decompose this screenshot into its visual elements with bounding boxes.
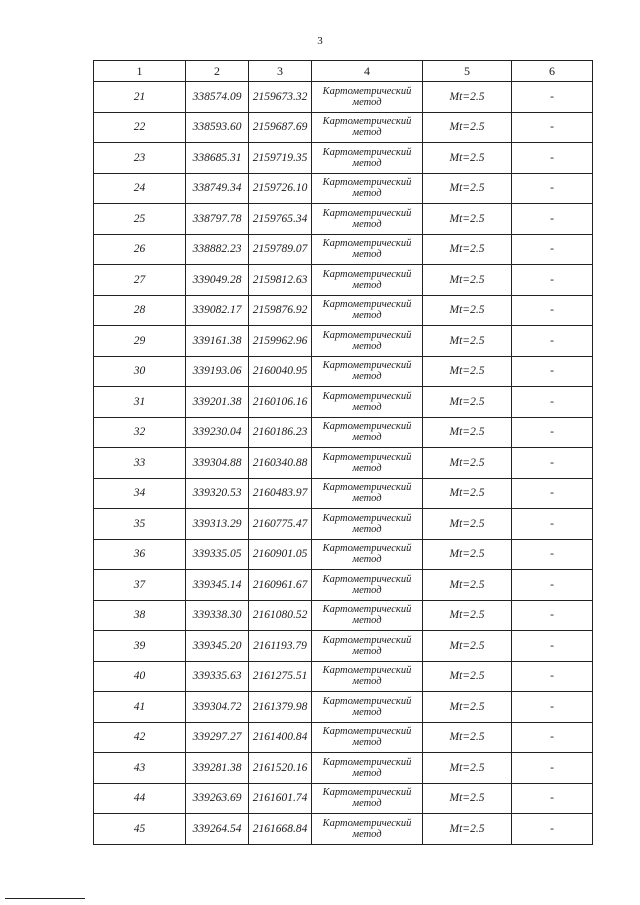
- y-coordinate-cell: 2159765.34: [249, 204, 312, 235]
- x-coordinate-cell: 339201.38: [186, 387, 249, 418]
- table-row: [94, 448, 593, 479]
- x-coordinate-cell: 339304.88: [186, 448, 249, 479]
- note-cell: -: [512, 326, 593, 357]
- method-label-line2: метод: [352, 493, 382, 505]
- note-cell: -: [512, 112, 593, 143]
- method-cell: [312, 814, 423, 845]
- method-label-line2: метод: [352, 523, 382, 535]
- method-cell: [312, 417, 423, 448]
- method-cell: [312, 478, 423, 509]
- point-number-cell: 27: [94, 265, 186, 296]
- method-label-line1: Картометрический: [322, 299, 412, 311]
- table-row: [94, 417, 593, 448]
- point-number-cell: 44: [94, 783, 186, 814]
- table-body: [94, 82, 593, 845]
- accuracy-cell: Mt=2.5: [423, 295, 512, 326]
- point-number-cell: 45: [94, 814, 186, 845]
- point-number-cell: 23: [94, 143, 186, 174]
- x-coordinate-cell: 339335.63: [186, 661, 249, 692]
- note-cell: -: [512, 722, 593, 753]
- point-number-cell: 37: [94, 570, 186, 601]
- table-row: [94, 173, 593, 204]
- y-coordinate-cell: 2161379.98: [249, 692, 312, 723]
- point-number-cell: 22: [94, 112, 186, 143]
- y-coordinate-cell: 2159962.96: [249, 326, 312, 357]
- y-coordinate-cell: 2160040.95: [249, 356, 312, 387]
- accuracy-cell: Mt=2.5: [423, 478, 512, 509]
- method-label-line2: метод: [352, 401, 382, 413]
- method-label-line1: Картометрический: [322, 238, 412, 250]
- note-cell: -: [512, 82, 593, 113]
- x-coordinate-cell: 339161.38: [186, 326, 249, 357]
- x-coordinate-cell: 338882.23: [186, 234, 249, 265]
- method-label-line1: Картометрический: [322, 421, 412, 433]
- method-label-line1: Картометрический: [322, 573, 412, 585]
- method-label-line2: метод: [352, 127, 382, 139]
- method-cell: [312, 356, 423, 387]
- method-cell: [312, 722, 423, 753]
- note-cell: -: [512, 387, 593, 418]
- point-number-cell: 30: [94, 356, 186, 387]
- method-label-line1: Картометрический: [322, 695, 412, 707]
- accuracy-cell: Mt=2.5: [423, 600, 512, 631]
- accuracy-cell: Mt=2.5: [423, 539, 512, 570]
- method-label-line1: Картометрический: [322, 604, 412, 616]
- table-row: [94, 722, 593, 753]
- table-row: [94, 509, 593, 540]
- point-number-cell: 35: [94, 509, 186, 540]
- x-coordinate-cell: 339338.30: [186, 600, 249, 631]
- column-header: 5: [423, 61, 512, 82]
- note-cell: -: [512, 631, 593, 662]
- coordinates-table: [93, 60, 593, 845]
- method-label-line2: метод: [352, 828, 382, 840]
- note-cell: -: [512, 295, 593, 326]
- footer-divider: [5, 898, 85, 899]
- x-coordinate-cell: 339345.20: [186, 631, 249, 662]
- accuracy-cell: Mt=2.5: [423, 356, 512, 387]
- method-label-line1: Картометрический: [322, 207, 412, 219]
- method-cell: [312, 631, 423, 662]
- y-coordinate-cell: 2159687.69: [249, 112, 312, 143]
- y-coordinate-cell: 2159726.10: [249, 173, 312, 204]
- note-cell: -: [512, 692, 593, 723]
- method-cell: [312, 661, 423, 692]
- x-coordinate-cell: 338797.78: [186, 204, 249, 235]
- method-label-line2: метод: [352, 218, 382, 230]
- method-cell: [312, 82, 423, 113]
- method-label-line1: Картометрический: [322, 146, 412, 158]
- method-label-line1: Картометрический: [322, 85, 412, 97]
- y-coordinate-cell: 2161400.84: [249, 722, 312, 753]
- accuracy-cell: Mt=2.5: [423, 722, 512, 753]
- method-cell: [312, 600, 423, 631]
- method-label-line2: метод: [352, 676, 382, 688]
- method-cell: [312, 570, 423, 601]
- point-number-cell: 39: [94, 631, 186, 662]
- x-coordinate-cell: 338593.60: [186, 112, 249, 143]
- accuracy-cell: Mt=2.5: [423, 692, 512, 723]
- point-number-cell: 38: [94, 600, 186, 631]
- y-coordinate-cell: 2159673.32: [249, 82, 312, 113]
- method-cell: [312, 234, 423, 265]
- accuracy-cell: Mt=2.5: [423, 265, 512, 296]
- column-header: 3: [249, 61, 312, 82]
- method-cell: [312, 204, 423, 235]
- y-coordinate-cell: 2161520.16: [249, 753, 312, 784]
- note-cell: -: [512, 509, 593, 540]
- method-label-line1: Картометрический: [322, 329, 412, 341]
- note-cell: -: [512, 753, 593, 784]
- note-cell: -: [512, 814, 593, 845]
- note-cell: -: [512, 539, 593, 570]
- x-coordinate-cell: 339320.53: [186, 478, 249, 509]
- x-coordinate-cell: 338685.31: [186, 143, 249, 174]
- note-cell: -: [512, 234, 593, 265]
- x-coordinate-cell: 339193.06: [186, 356, 249, 387]
- accuracy-cell: Mt=2.5: [423, 326, 512, 357]
- table-row: [94, 539, 593, 570]
- y-coordinate-cell: 2160186.23: [249, 417, 312, 448]
- method-label-line1: Картометрический: [322, 512, 412, 524]
- point-number-cell: 43: [94, 753, 186, 784]
- column-header: 6: [512, 61, 593, 82]
- method-cell: [312, 783, 423, 814]
- point-number-cell: 28: [94, 295, 186, 326]
- accuracy-cell: Mt=2.5: [423, 570, 512, 601]
- column-header: 1: [94, 61, 186, 82]
- table-row: [94, 753, 593, 784]
- method-label-line2: метод: [352, 96, 382, 108]
- note-cell: -: [512, 143, 593, 174]
- y-coordinate-cell: 2159812.63: [249, 265, 312, 296]
- x-coordinate-cell: 339263.69: [186, 783, 249, 814]
- note-cell: -: [512, 600, 593, 631]
- table-header-row: [94, 61, 593, 82]
- note-cell: -: [512, 783, 593, 814]
- method-label-line1: Картометрический: [322, 268, 412, 280]
- accuracy-cell: Mt=2.5: [423, 204, 512, 235]
- method-cell: [312, 265, 423, 296]
- y-coordinate-cell: 2159876.92: [249, 295, 312, 326]
- point-number-cell: 34: [94, 478, 186, 509]
- x-coordinate-cell: 339230.04: [186, 417, 249, 448]
- method-label-line1: Картометрический: [322, 360, 412, 372]
- column-header: 4: [312, 61, 423, 82]
- y-coordinate-cell: 2161668.84: [249, 814, 312, 845]
- column-header: 2: [186, 61, 249, 82]
- method-cell: [312, 143, 423, 174]
- method-label-line1: Картометрический: [322, 756, 412, 768]
- point-number-cell: 25: [94, 204, 186, 235]
- accuracy-cell: Mt=2.5: [423, 783, 512, 814]
- point-number-cell: 33: [94, 448, 186, 479]
- method-label-line2: метод: [352, 706, 382, 718]
- table-row: [94, 478, 593, 509]
- table-row: [94, 234, 593, 265]
- method-label-line1: Картометрический: [322, 177, 412, 189]
- y-coordinate-cell: 2160483.97: [249, 478, 312, 509]
- method-label-line2: метод: [352, 157, 382, 169]
- point-number-cell: 40: [94, 661, 186, 692]
- note-cell: -: [512, 265, 593, 296]
- method-cell: [312, 387, 423, 418]
- x-coordinate-cell: 339049.28: [186, 265, 249, 296]
- method-label-line2: метод: [352, 737, 382, 749]
- table-row: [94, 661, 593, 692]
- x-coordinate-cell: 339345.14: [186, 570, 249, 601]
- method-label-line1: Картометрический: [322, 451, 412, 463]
- x-coordinate-cell: 338749.34: [186, 173, 249, 204]
- accuracy-cell: Mt=2.5: [423, 112, 512, 143]
- point-number-cell: 32: [94, 417, 186, 448]
- method-label-line1: Картометрический: [322, 817, 412, 829]
- method-label-line2: метод: [352, 340, 382, 352]
- method-label-line1: Картометрический: [322, 390, 412, 402]
- point-number-cell: 41: [94, 692, 186, 723]
- method-label-line1: Картометрический: [322, 543, 412, 555]
- x-coordinate-cell: 339082.17: [186, 295, 249, 326]
- page-number: 3: [317, 35, 323, 47]
- accuracy-cell: Mt=2.5: [423, 417, 512, 448]
- accuracy-cell: Mt=2.5: [423, 387, 512, 418]
- accuracy-cell: Mt=2.5: [423, 814, 512, 845]
- table-row: [94, 265, 593, 296]
- table-row: [94, 143, 593, 174]
- method-label-line1: Картометрический: [322, 634, 412, 646]
- y-coordinate-cell: 2160340.88: [249, 448, 312, 479]
- method-cell: [312, 173, 423, 204]
- table-row: [94, 326, 593, 357]
- point-number-cell: 42: [94, 722, 186, 753]
- y-coordinate-cell: 2161080.52: [249, 600, 312, 631]
- note-cell: -: [512, 204, 593, 235]
- method-label-line2: метод: [352, 249, 382, 261]
- accuracy-cell: Mt=2.5: [423, 753, 512, 784]
- point-number-cell: 29: [94, 326, 186, 357]
- x-coordinate-cell: 338574.09: [186, 82, 249, 113]
- point-number-cell: 26: [94, 234, 186, 265]
- y-coordinate-cell: 2159789.07: [249, 234, 312, 265]
- table-row: [94, 82, 593, 113]
- method-label-line1: Картометрический: [322, 665, 412, 677]
- accuracy-cell: Mt=2.5: [423, 82, 512, 113]
- table-row: [94, 783, 593, 814]
- y-coordinate-cell: 2161601.74: [249, 783, 312, 814]
- y-coordinate-cell: 2159719.35: [249, 143, 312, 174]
- accuracy-cell: Mt=2.5: [423, 143, 512, 174]
- accuracy-cell: Mt=2.5: [423, 173, 512, 204]
- x-coordinate-cell: 339264.54: [186, 814, 249, 845]
- method-label-line2: метод: [352, 798, 382, 810]
- method-cell: [312, 509, 423, 540]
- table-row: [94, 631, 593, 662]
- method-label-line2: метод: [352, 188, 382, 200]
- y-coordinate-cell: 2161275.51: [249, 661, 312, 692]
- method-label-line2: метод: [352, 615, 382, 627]
- x-coordinate-cell: 339281.38: [186, 753, 249, 784]
- y-coordinate-cell: 2160775.47: [249, 509, 312, 540]
- x-coordinate-cell: 339335.05: [186, 539, 249, 570]
- accuracy-cell: Mt=2.5: [423, 509, 512, 540]
- point-number-cell: 36: [94, 539, 186, 570]
- table-row: [94, 570, 593, 601]
- point-number-cell: 24: [94, 173, 186, 204]
- table-row: [94, 814, 593, 845]
- table-row: [94, 692, 593, 723]
- method-label-line2: метод: [352, 554, 382, 566]
- note-cell: -: [512, 448, 593, 479]
- note-cell: -: [512, 478, 593, 509]
- note-cell: -: [512, 356, 593, 387]
- method-cell: [312, 539, 423, 570]
- method-cell: [312, 448, 423, 479]
- method-label-line2: метод: [352, 371, 382, 383]
- method-label-line1: Картометрический: [322, 787, 412, 799]
- table-row: [94, 387, 593, 418]
- y-coordinate-cell: 2160901.05: [249, 539, 312, 570]
- y-coordinate-cell: 2160106.16: [249, 387, 312, 418]
- method-label-line1: Картометрический: [322, 116, 412, 128]
- note-cell: -: [512, 570, 593, 601]
- method-label-line2: метод: [352, 279, 382, 291]
- method-label-line1: Картометрический: [322, 726, 412, 738]
- accuracy-cell: Mt=2.5: [423, 448, 512, 479]
- note-cell: -: [512, 173, 593, 204]
- x-coordinate-cell: 339313.29: [186, 509, 249, 540]
- point-number-cell: 21: [94, 82, 186, 113]
- x-coordinate-cell: 339297.27: [186, 722, 249, 753]
- table-row: [94, 295, 593, 326]
- method-label-line2: метод: [352, 645, 382, 657]
- method-cell: [312, 112, 423, 143]
- method-label-line2: метод: [352, 432, 382, 444]
- method-cell: [312, 326, 423, 357]
- method-label-line2: метод: [352, 462, 382, 474]
- method-cell: [312, 692, 423, 723]
- accuracy-cell: Mt=2.5: [423, 234, 512, 265]
- table-row: [94, 600, 593, 631]
- note-cell: -: [512, 417, 593, 448]
- method-label-line2: метод: [352, 767, 382, 779]
- method-cell: [312, 753, 423, 784]
- table-row: [94, 112, 593, 143]
- y-coordinate-cell: 2160961.67: [249, 570, 312, 601]
- accuracy-cell: Mt=2.5: [423, 661, 512, 692]
- table-row: [94, 204, 593, 235]
- point-number-cell: 31: [94, 387, 186, 418]
- method-label-line2: метод: [352, 584, 382, 596]
- x-coordinate-cell: 339304.72: [186, 692, 249, 723]
- method-label-line1: Картометрический: [322, 482, 412, 494]
- note-cell: -: [512, 661, 593, 692]
- y-coordinate-cell: 2161193.79: [249, 631, 312, 662]
- accuracy-cell: Mt=2.5: [423, 631, 512, 662]
- method-label-line2: метод: [352, 310, 382, 322]
- table-row: [94, 356, 593, 387]
- method-cell: [312, 295, 423, 326]
